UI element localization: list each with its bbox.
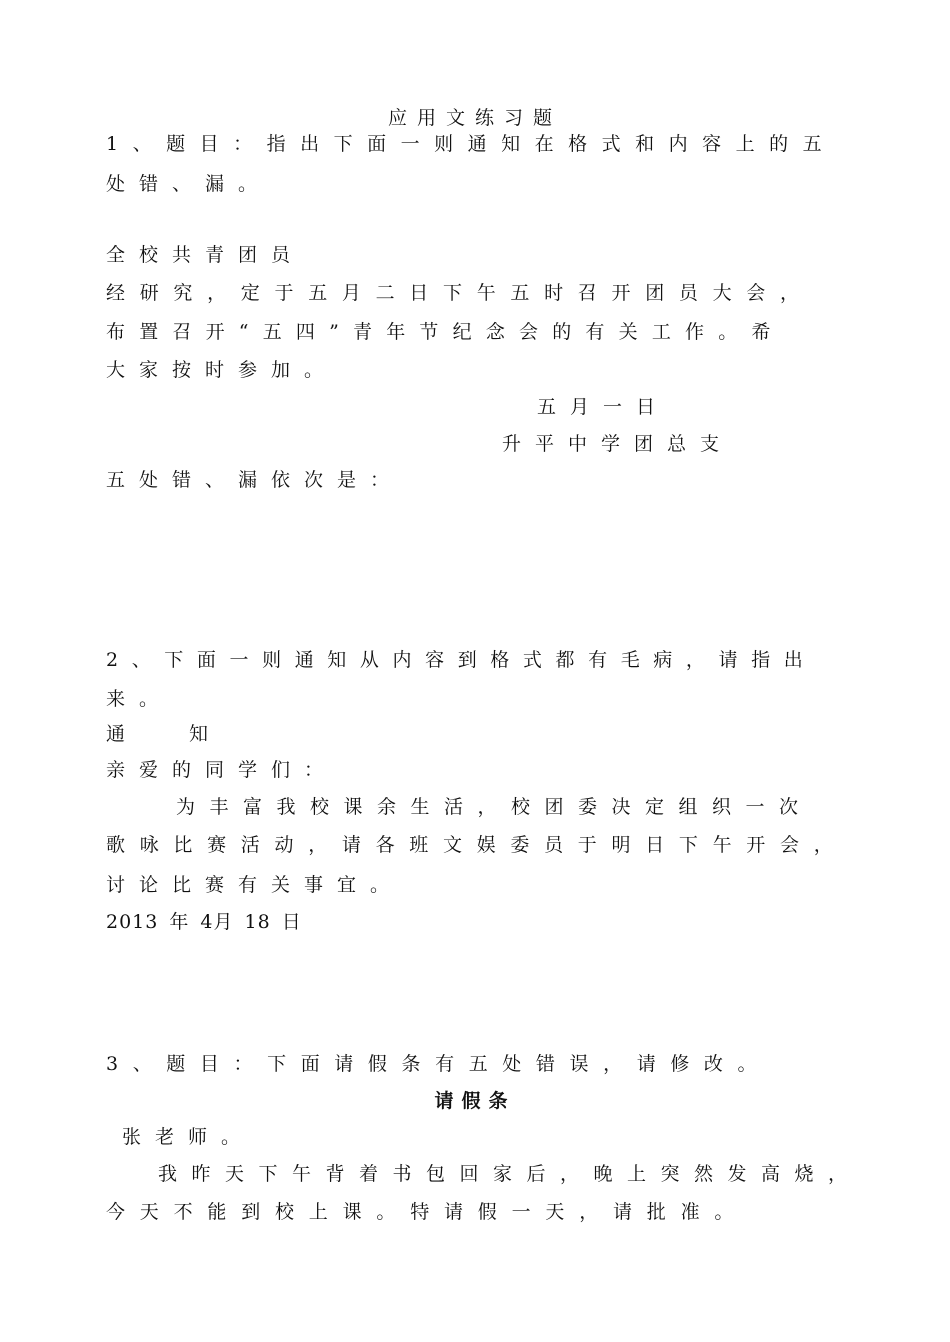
q2-notice-heading bbox=[106, 722, 208, 746]
q3-prompt: 3、题目：下面请假条有五处错误，请修改。 bbox=[106, 1053, 772, 1075]
q2-heading-char-2: 知 bbox=[189, 723, 209, 745]
q2-heading-char-1: 通 bbox=[106, 723, 126, 745]
q2-notice-addressee: 亲爱的同学们： bbox=[106, 759, 338, 781]
q1-answer-prompt: 五处错、漏依次是： bbox=[106, 469, 404, 491]
q1-notice-date: 五月一日 bbox=[537, 396, 670, 418]
q2-prompt-line-2: 来。 bbox=[106, 688, 173, 710]
q1-prompt-line-1: 1、题目：指出下面一则通知在格式和内容上的五 bbox=[106, 133, 837, 155]
q1-notice-addressee: 全校共青团员 bbox=[106, 244, 305, 266]
q1-notice-signer: 升平中学团总支 bbox=[502, 433, 734, 455]
q3-leave-note-body-line-2: 今天不能到校上课。特请假一天，请批准。 bbox=[106, 1201, 749, 1223]
page-title: 应用文练习题 bbox=[387, 107, 562, 129]
q2-notice-body-line-2: 歌咏比赛活动，请各班文娱委员于明日下午开会， bbox=[106, 834, 848, 856]
q1-notice-body-line-2: 布置召开“五四”青年节纪念会的有关工作。希 bbox=[106, 321, 785, 343]
q1-notice-body-line-3: 大家按时参加。 bbox=[106, 359, 338, 381]
q1-prompt-line-2: 处错、漏。 bbox=[106, 173, 272, 195]
q2-notice-body-line-3: 讨论比赛有关事宜。 bbox=[106, 874, 404, 896]
q3-leave-note-heading: 请假条 bbox=[434, 1090, 516, 1112]
q3-leave-note-addressee: 张老师。 bbox=[122, 1126, 255, 1148]
q1-notice-body-line-1: 经研究，定于五月二日下午五时召开团员大会， bbox=[106, 282, 814, 304]
q2-notice-body-line-1: 为丰富我校课余生活，校团委决定组织一次 bbox=[176, 796, 813, 818]
q2-prompt-line-1: 2、下面一则通知从内容到格式都有毛病，请指出 bbox=[106, 649, 817, 671]
q3-leave-note-body-line-1: 我昨天下午背着书包回家后，晚上突然发高烧， bbox=[158, 1163, 862, 1185]
q2-notice-date: 2013 年 4月 18 日 bbox=[106, 911, 302, 933]
